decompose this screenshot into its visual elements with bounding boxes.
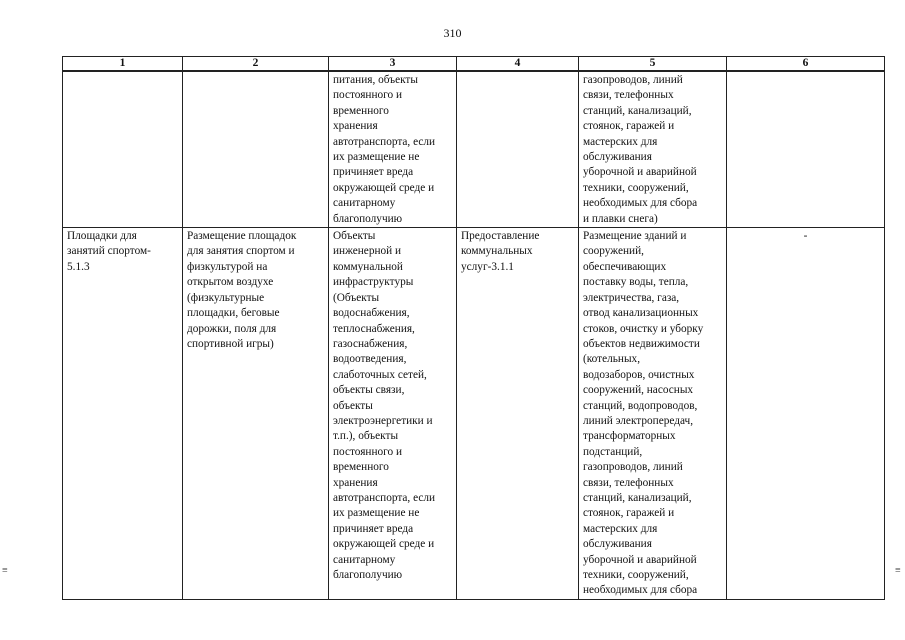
right-edge-mark: ≡: [895, 565, 901, 576]
cell-text-line: причиняет вреда: [333, 166, 414, 179]
cell-text-line: физкультурой на: [187, 260, 268, 273]
cell-text-line: санитарному: [333, 553, 396, 566]
cell-text-line: хранения: [333, 120, 378, 133]
cell-text-line: инженерной и: [333, 245, 402, 258]
cell-text-line: спортивной игры): [187, 337, 274, 350]
cell-text-line: мастерских для: [583, 522, 658, 535]
cell-col5: [579, 228, 727, 600]
cell-text-line: санитарному: [333, 197, 396, 210]
cell-text-line: необходимых для сбора: [583, 197, 698, 210]
cell-col6: [727, 71, 885, 228]
cell-text-line: Предоставление: [461, 230, 540, 243]
cell-text-line: благополучию: [333, 212, 403, 225]
cell-text-line: занятий спортом-: [67, 245, 151, 258]
cell-text-line: электричества, газа,: [583, 291, 680, 304]
cell-text-line: автотранспорта, если: [333, 491, 436, 504]
cell-text-line: электроэнергетики и: [333, 414, 433, 427]
cell-text-line: станций, канализаций,: [583, 104, 692, 117]
cell-col3: [329, 228, 457, 600]
cell-text-line: стоянок, гаражей и: [583, 120, 675, 133]
page-number: 310: [443, 26, 462, 40]
zoning-table: [62, 56, 885, 600]
header-row: [63, 57, 885, 72]
cell-text-line: сооружений,: [583, 245, 644, 258]
cell-text-line: обеспечивающих: [583, 260, 667, 273]
cell-col4: [457, 71, 579, 228]
left-edge-mark: ≡: [2, 565, 8, 576]
cell-text-line: Площадки для: [67, 230, 137, 243]
cell-text-line: связи, телефонных: [583, 476, 674, 489]
cell-text-line: (Объекты: [333, 291, 380, 304]
cell-text-line: стоков, очистку и уборку: [583, 322, 704, 335]
cell-text-line: мастерских для: [583, 135, 658, 148]
cell-text-line: слаботочных сетей,: [333, 368, 427, 381]
cell-col4: [457, 228, 579, 600]
cell-text-line: поставку воды, тепла,: [583, 276, 689, 289]
cell-text-line: линий электропередач,: [583, 414, 694, 427]
cell-text-line: водозаборов, очистных: [583, 368, 695, 381]
cell-text-line: станций, канализаций,: [583, 491, 692, 504]
cell-text-line: Размещение зданий и: [583, 230, 687, 243]
cell-text-line: временного: [333, 461, 389, 474]
cell-text-line: станций, водопроводов,: [583, 399, 698, 412]
cell-text-line: причиняет вреда: [333, 522, 414, 535]
cell-text-line: площадки, беговые: [187, 307, 280, 320]
cell-text-line: благополучию: [333, 569, 403, 581]
cell-text-line: т.п.), объекты: [333, 430, 399, 443]
cell-text-line: объекты связи,: [333, 384, 405, 397]
cell-col1: [63, 71, 183, 228]
cell-text-line: их размещение не: [333, 507, 420, 520]
cell-text-line: питания, объекты: [333, 74, 418, 86]
cell-text-line: связи, телефонных: [583, 89, 674, 102]
cell-col2: [183, 71, 329, 228]
cell-text-line: (котельных,: [583, 353, 641, 366]
cell-text-line: -: [803, 230, 808, 243]
header-cell-1: 1: [63, 57, 183, 72]
cell-text-line: газопроводов, линий: [583, 74, 683, 86]
cell-col5: [579, 71, 727, 228]
header-cell-6: 6: [727, 57, 885, 72]
cell-text-line: уборочной и аварийной: [583, 166, 697, 179]
cell-text-line: для занятия спортом и: [187, 245, 295, 258]
cell-text-line: сооружений, насосных: [583, 384, 694, 397]
header-cell-5: 5: [579, 57, 727, 72]
cell-text-line: теплоснабжения,: [333, 322, 415, 335]
cell-text-line: и плавки снега): [583, 212, 658, 225]
cell-text-line: дорожки, поля для: [187, 322, 277, 335]
cell-text-line: отвод канализационных: [583, 307, 699, 320]
header-cell-3: 3: [329, 57, 457, 72]
header-cell-4: 4: [457, 57, 579, 72]
cell-text-line: постоянного и: [333, 89, 403, 102]
cell-text-line: (физкультурные: [187, 291, 265, 304]
cell-text-line: газоснабжения,: [333, 337, 408, 350]
cell-text-line: окружающей среде и: [333, 181, 435, 194]
cell-text-line: подстанций,: [583, 445, 643, 458]
cell-text-line: уборочной и аварийной: [583, 553, 697, 566]
cell-text-line: автотранспорта, если: [333, 135, 436, 148]
cell-text-line: необходимых для сбора: [583, 584, 698, 597]
cell-col1: [63, 228, 183, 600]
cell-text-line: открытом воздухе: [187, 276, 274, 289]
cell-text-line: объекты: [333, 399, 373, 412]
table-row-continued: [63, 71, 885, 228]
cell-text-line: Объекты: [333, 230, 376, 243]
cell-text-line: инфраструктуры: [333, 276, 414, 289]
cell-text-line: газопроводов, линий: [583, 461, 683, 474]
cell-text-line: трансформаторных: [583, 430, 676, 443]
cell-text-line: водоотведения,: [333, 353, 407, 366]
cell-col6: [727, 228, 885, 600]
cell-text-line: коммунальных: [461, 245, 533, 258]
cell-text-line: коммунальной: [333, 260, 403, 273]
cell-text-line: водоснабжения,: [333, 307, 410, 320]
cell-text-line: окружающей среде и: [333, 538, 435, 551]
cell-text-line: услуг-3.1.1: [461, 260, 514, 273]
cell-col2: [183, 228, 329, 600]
cell-text-line: обслуживания: [583, 538, 652, 551]
cell-text-line: объектов недвижимости: [583, 337, 700, 350]
cell-text-line: техники, сооружений,: [583, 181, 689, 194]
cell-text-line: стоянок, гаражей и: [583, 507, 675, 520]
cell-col3: [329, 71, 457, 228]
header-cell-2: 2: [183, 57, 329, 72]
cell-text-line: техники, сооружений,: [583, 569, 689, 581]
cell-text-line: Размещение площадок: [187, 230, 297, 243]
cell-text-line: хранения: [333, 476, 378, 489]
cell-text-line: 5.1.3: [67, 260, 90, 273]
cell-text-line: постоянного и: [333, 445, 403, 458]
cell-text-line: обслуживания: [583, 151, 652, 164]
cell-text-line: их размещение не: [333, 151, 420, 164]
cell-text-line: временного: [333, 104, 389, 117]
table-row-sports-grounds: [63, 228, 885, 600]
